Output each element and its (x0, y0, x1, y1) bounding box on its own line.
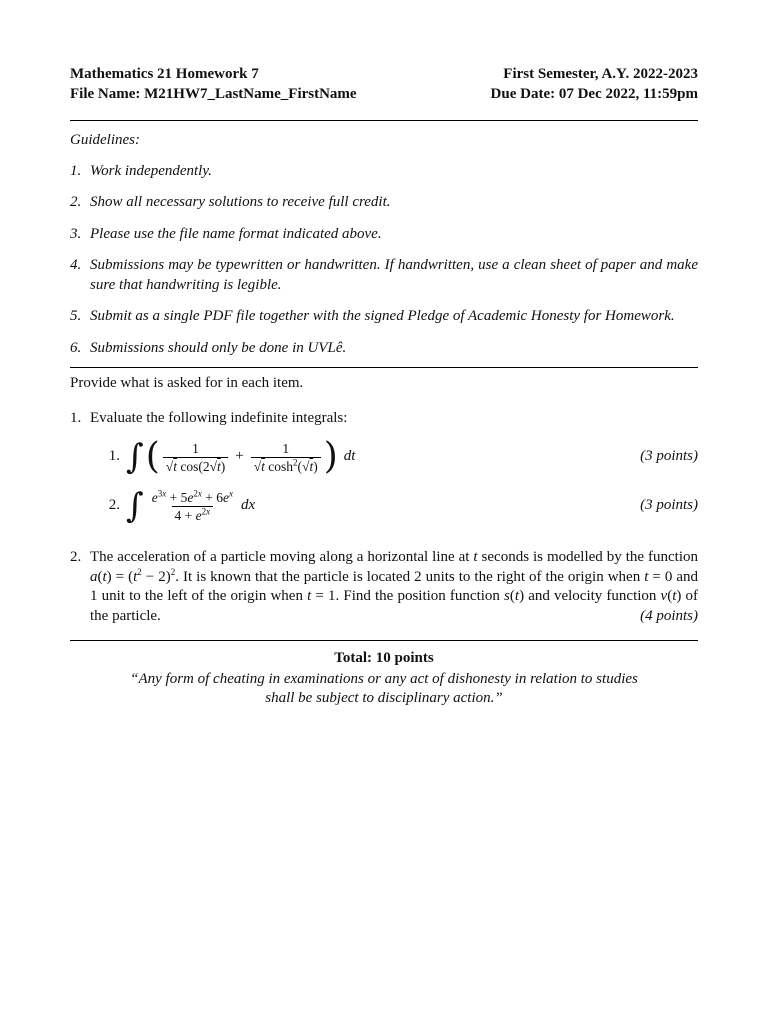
quote-line: “Any form of cheating in examinations or any act of dishonesty in relation to studies (130, 670, 638, 687)
integral-1: 1. ∫ ( $\frac{1}{\text{√t cos(2√t)}}$ + $\frac{1}{√t \cosh^2(√t)}$ ) dt (3 points) (92, 434, 698, 480)
guideline-number: 3. (70, 225, 82, 242)
problem-2 (70, 548, 698, 626)
guideline-text: Work independently. (90, 162, 212, 179)
integral-2: 2. ∫ $\frac{e^{3x} + 5e^{2x} + 6e^x}{4 + e^{2x}}$ dx (3 points) (92, 484, 698, 528)
guideline-item (70, 256, 698, 295)
problem-1-text: Evaluate the following indefinite integrals: (90, 409, 348, 426)
subitem-number: 2. (108, 497, 120, 514)
divider-top (70, 120, 698, 121)
subitem-number: 1. (108, 448, 120, 465)
fraction-3: $\frac{e^{3x} + 5e^{2x} + 6e^x}{4 + e^{2x}}$ (151, 488, 233, 523)
points-label: (3 points) (640, 497, 698, 514)
integral-sign: ∫ (126, 486, 144, 526)
guideline-text: Please use the file name format indicated above. (90, 225, 382, 242)
left-paren: ( (145, 436, 160, 477)
fraction-2: $\frac{1}{√t \cosh^2(√t)}$ (251, 440, 321, 475)
guideline-number: 1. (70, 162, 82, 179)
total-points: Total: 10 points (334, 650, 434, 666)
guidelines-title: Guidelines: (70, 132, 140, 148)
honesty-quote (70, 670, 698, 709)
due-date: Due Date: 07 Dec 2022, 11:59pm (490, 86, 698, 102)
problem-1 (70, 409, 698, 529)
right-paren: ) (323, 436, 338, 477)
fraction-1: $\frac{1}{\text{√t cos(2√t)}}$ (163, 440, 228, 475)
semester: First Semester, A.Y. 2022-2023 (503, 66, 698, 82)
guideline-item (70, 339, 698, 359)
file-name: File Name: M21HW7_LastName_FirstName (70, 86, 357, 102)
points-label: (4 points) (640, 607, 698, 624)
problem-number: 2. (70, 549, 82, 565)
guideline-text: Submit as a single PDF file together with the signed Pledge of Academic Honesty for Homework. (90, 308, 675, 324)
guideline-item (70, 307, 698, 327)
integral-sign: ∫ (126, 437, 144, 477)
guidelines (70, 131, 698, 358)
guideline-number: 6. (70, 339, 82, 356)
guideline-item (70, 162, 698, 182)
guideline-item (70, 193, 698, 213)
guideline-item (70, 225, 698, 245)
guideline-number: 2. (70, 194, 82, 210)
header-row-1 (70, 64, 698, 84)
guideline-text: Submissions may be typewritten or handwritten. If handwritten, use a clean sheet of paper and make sure that handwriting is legible. (90, 257, 698, 293)
guideline-number: 5. (70, 308, 82, 324)
homework-page (70, 64, 698, 709)
header-row-2 (70, 84, 698, 104)
problem-number: 1. (70, 409, 82, 426)
problem-2-text: The acceleration of a particle moving along a horizontal line at t seconds is modelled by the function $a(t) = (t^2 - 2)^2$. It is known that the particle is located 2 units to the right of the origin when t = 0 and 1 unit to the left of the origin when t = 1. Find the position function s(t) and velocity function v(t) of the particle. (4 points) (90, 548, 698, 626)
guideline-text: Show all necessary solutions to receive full credit. (90, 194, 391, 210)
guideline-text: Submissions should only be done in UVLê. (90, 339, 347, 356)
divider-middle (70, 367, 698, 368)
instructions: Provide what is asked for in each item. (70, 375, 304, 391)
quote-line: shall be subject to disciplinary action.” (265, 690, 503, 706)
divider-bottom (70, 640, 698, 641)
course-title: Mathematics 21 Homework 7 (70, 66, 259, 82)
guideline-number: 4. (70, 257, 82, 273)
points-label: (3 points) (640, 448, 698, 465)
